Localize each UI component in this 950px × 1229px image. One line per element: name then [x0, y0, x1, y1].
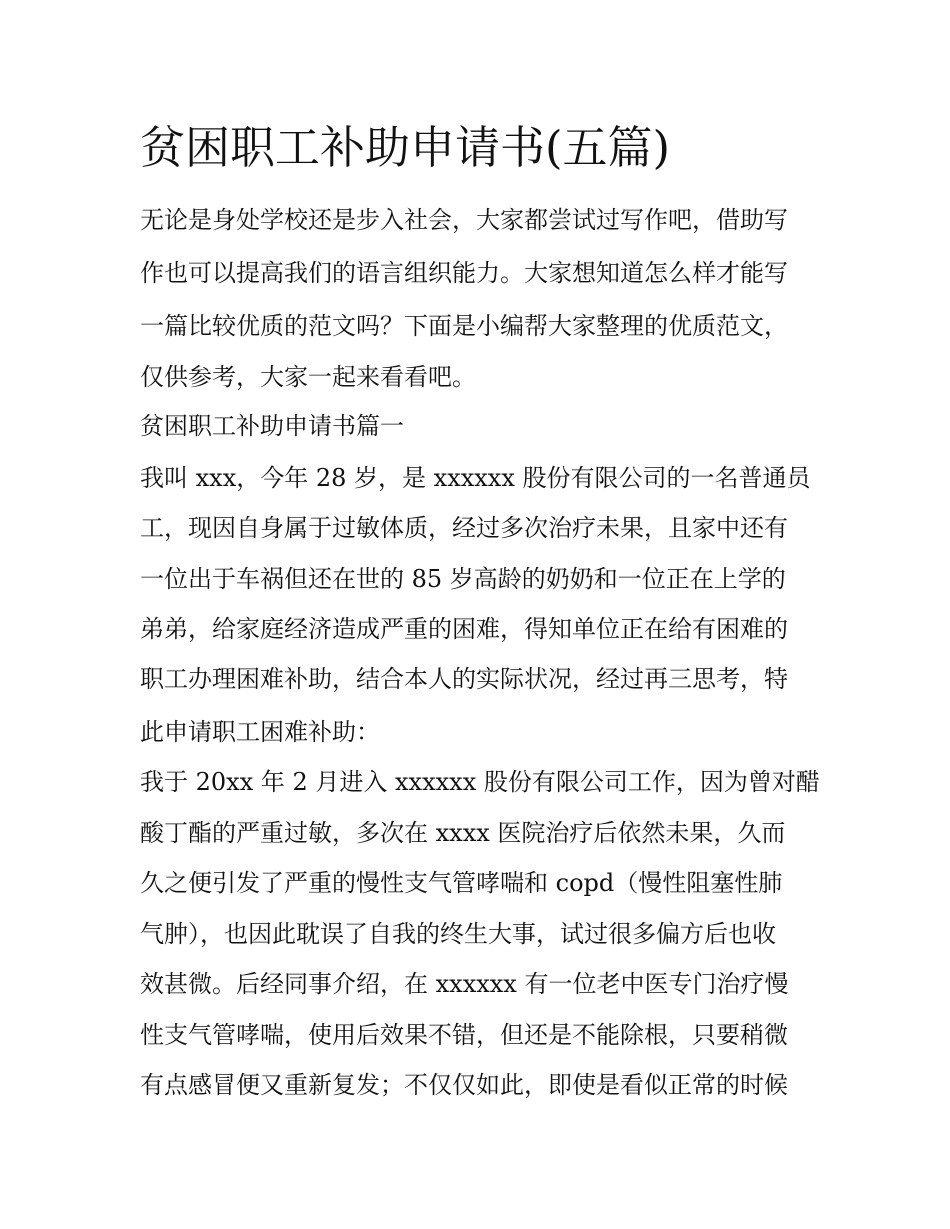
body-line-1: 我叫 xxx，今年 28 岁，是 xxxxxx 股份有限公司的一名普通员 [140, 464, 811, 492]
section-heading: 贫困职工补助申请书篇一 [140, 412, 404, 440]
intro-line-3: 一篇比较优质的范文吗？下面是小编帮大家整理的优质范文， [140, 312, 788, 340]
document-title: 贫困职工补助申请书(五篇) [140, 121, 671, 174]
intro-line-4: 仅供参考，大家一起来看看吧。 [140, 363, 476, 391]
body-line-10: 气肿），也因此耽误了自我的终生大事，试过很多偏方后也收 [140, 920, 776, 948]
body-line-3: 一位出于车祸但还在世的 85 岁高龄的奶奶和一位正在上学的 [140, 565, 786, 593]
body-line-6: 此申请职工困难补助： [140, 718, 380, 746]
body-line-8: 酸丁酯的严重过敏，多次在 xxxx 医院治疗后依然未果，久而 [140, 819, 786, 847]
body-line-7: 我于 20xx 年 2 月进入 xxxxxx 股份有限公司工作，因为曾对醋 [140, 768, 820, 796]
body-line-12: 性支气管哮喘，使用后效果不错，但还是不能除根，只要稍微 [140, 1021, 788, 1049]
body-line-4: 弟弟，给家庭经济造成严重的困难，得知单位正在给有困难的 [140, 615, 788, 643]
body-line-2: 工，现因自身属于过敏体质，经过多次治疗未果，且家中还有 [140, 514, 788, 542]
body-line-5: 职工办理困难补助，结合本人的实际状况，经过再三思考，特 [140, 665, 788, 693]
intro-line-2: 作也可以提高我们的语言组织能力。大家想知道怎么样才能写 [140, 259, 788, 287]
body-line-11: 效甚微。后经同事介绍，在 xxxxxx 有一位老中医专门治疗慢 [140, 970, 789, 998]
body-line-9: 久之便引发了严重的慢性支气管哮喘和 copd（慢性阻塞性肺 [140, 869, 783, 897]
intro-line-1: 无论是身处学校还是步入社会，大家都尝试过写作吧，借助写 [140, 206, 788, 234]
body-line-13: 有点感冒便又重新复发；不仅仅如此，即使是看似正常的时候 [140, 1071, 788, 1099]
